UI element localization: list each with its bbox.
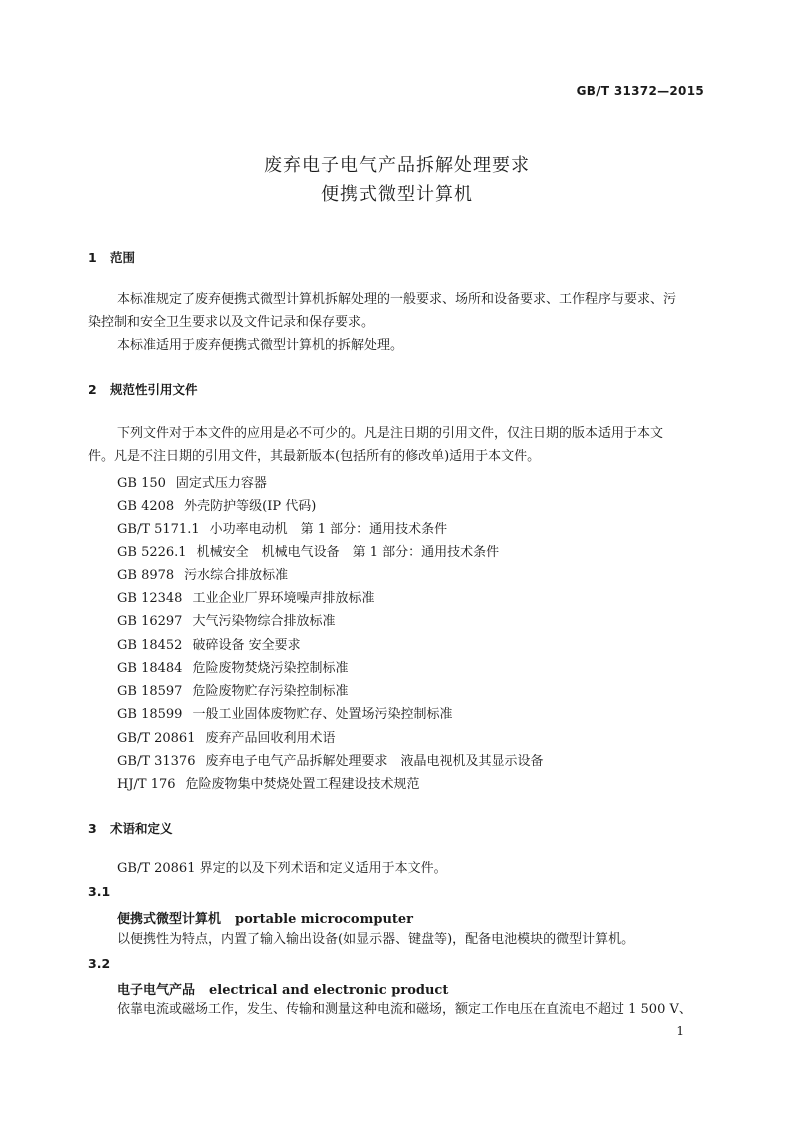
section-heading-normative-references (88, 380, 198, 398)
reference-item (117, 727, 336, 746)
paragraph: 染控制和安全卫生要求以及文件记录和保存要求。 (88, 315, 375, 330)
reference-code: GB 5226.1 (117, 545, 187, 560)
reference-title: 污水综合排放标准 (184, 568, 289, 583)
section-heading-terms (88, 819, 173, 837)
section-number: 3 (88, 821, 97, 836)
reference-title: 工业企业厂界环境噪声排放标准 (192, 591, 375, 606)
section-title: 术语和定义 (110, 821, 173, 836)
paragraph: 下列文件对于本文件的应用是必不可少的。凡是注日期的引用文件，仅注日期的版本适用于本文 (117, 426, 664, 441)
term-heading (117, 979, 448, 998)
reference-item (117, 472, 267, 491)
reference-title: 危险废物集中焚烧处置工程建设技术规范 (185, 777, 420, 792)
reference-item (117, 773, 420, 792)
paragraph: 件。凡是不注日期的引用文件，其最新版本(包括所有的修改单)适用于本文件。 (88, 449, 541, 464)
reference-title: 大气污染物综合排放标准 (192, 614, 336, 629)
term-en: electrical and electronic product (209, 983, 449, 998)
reference-title: 机械安全 机械电气设备 第 1 部分：通用技术条件 (196, 545, 500, 560)
reference-code: GB 12348 (117, 591, 183, 606)
reference-item (117, 750, 544, 769)
section-number: 2 (88, 382, 97, 397)
term-definition: 依靠电流或磁场工作，发生、传输和测量这种电流和磁场，额定工作电压在直流电不超过 1 500 V、 (117, 1002, 692, 1017)
section-title: 规范性引用文件 (110, 382, 198, 397)
reference-title: 危险废物焚烧污染控制标准 (192, 661, 349, 676)
reference-code: GB 18597 (117, 684, 183, 699)
reference-code: GB 18599 (117, 707, 183, 722)
paragraph: 本标准适用于废弃便携式微型计算机的拆解处理。 (117, 338, 404, 353)
reference-code: GB/T 31376 (117, 754, 196, 769)
reference-title: 危险废物贮存污染控制标准 (192, 684, 349, 699)
reference-code: GB 18452 (117, 638, 183, 653)
reference-code: GB/T 5171.1 (117, 522, 200, 537)
reference-item (117, 518, 447, 537)
reference-item (117, 541, 499, 560)
reference-code: HJ/T 176 (117, 777, 176, 792)
reference-title: 外壳防护等级(IP 代码) (184, 499, 317, 514)
reference-title: 固定式压力容器 (175, 476, 267, 491)
reference-code: GB 18484 (117, 661, 183, 676)
term-definition: 以便携性为特点，内置了输入输出设备(如显示器、键盘等)，配备电池模块的微型计算机。 (117, 932, 635, 947)
reference-item (117, 587, 374, 606)
reference-code: GB 4208 (117, 499, 175, 514)
section-number: 1 (88, 250, 97, 265)
document-subtitle: 便携式微型计算机 (321, 184, 473, 205)
reference-code: GB 150 (117, 476, 166, 491)
reference-title: 一般工业固体废物贮存、处置场污染控制标准 (192, 707, 453, 722)
reference-title: 废弃电子电气产品拆解处理要求 液晶电视机及其显示设备 (205, 754, 544, 769)
reference-item (117, 680, 348, 699)
reference-item (117, 634, 301, 653)
reference-item (117, 657, 348, 676)
term-heading (117, 908, 413, 927)
section-title: 范围 (110, 250, 136, 265)
document-title: 废弃电子电气产品拆解处理要求 (264, 155, 530, 176)
page-number: 1 (676, 1024, 684, 1038)
section-heading-scope (88, 248, 135, 266)
reference-code: GB/T 20861 (117, 731, 196, 746)
reference-title: 破碎设备 安全要求 (192, 638, 301, 653)
term-zh: 电子电气产品 (117, 983, 196, 998)
reference-item (117, 495, 316, 514)
reference-code: GB 8978 (117, 568, 175, 583)
term-number: 3.2 (88, 956, 111, 971)
term-zh: 便携式微型计算机 (117, 912, 222, 927)
reference-title: 废弃产品回收利用术语 (205, 731, 336, 746)
paragraph: 本标准规定了废弃便携式微型计算机拆解处理的一般要求、场所和设备要求、工作程序与要求、污 (117, 292, 677, 307)
term-number: 3.1 (88, 884, 111, 899)
term-en: portable microcomputer (235, 912, 414, 927)
reference-code: GB 16297 (117, 614, 183, 629)
reference-item (117, 564, 288, 583)
standard-number: GB/T 31372—2015 (576, 84, 704, 98)
paragraph: GB/T 20861 界定的以及下列术语和定义适用于本文件。 (117, 861, 447, 876)
reference-title: 小功率电动机 第 1 部分：通用技术条件 (209, 522, 448, 537)
reference-item (117, 610, 335, 629)
reference-item (117, 703, 452, 722)
